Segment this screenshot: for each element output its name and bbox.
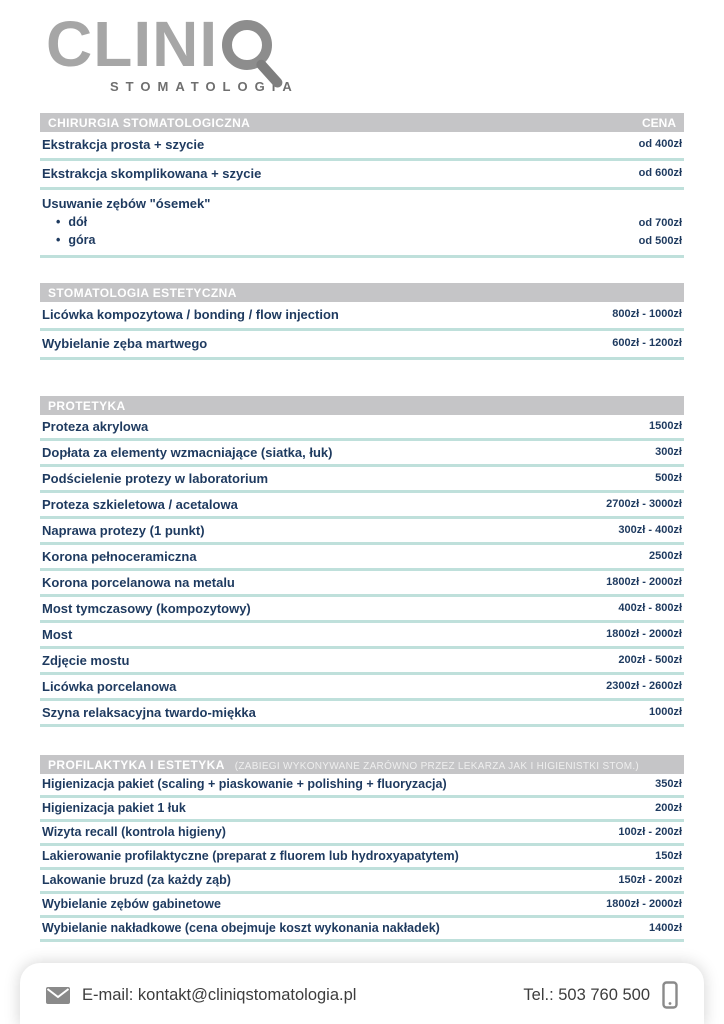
row-label: Usuwanie zębów "ósemek" xyxy=(42,196,211,211)
row-price: 200zł xyxy=(655,802,682,814)
row-price: 150zł xyxy=(655,850,682,862)
row-price: od 400zł xyxy=(638,138,682,150)
table-row xyxy=(40,846,684,870)
phone-contact[interactable] xyxy=(523,981,678,1009)
smartphone-icon xyxy=(662,981,678,1009)
table-row xyxy=(40,441,684,467)
row-price: 150zł - 200zł xyxy=(618,874,682,886)
row-label: Proteza akrylowa xyxy=(42,419,149,434)
table-row xyxy=(40,597,684,623)
table-row xyxy=(40,519,684,545)
row-price: 400zł - 800zł xyxy=(618,602,682,614)
table-row xyxy=(40,774,684,798)
table-row xyxy=(40,467,684,493)
row-label: Naprawa protezy (1 punkt) xyxy=(42,523,205,538)
sub-row xyxy=(42,213,682,231)
sub-row-label: • góra xyxy=(56,233,95,247)
row-price: 300zł - 400zł xyxy=(618,524,682,536)
table-row xyxy=(40,302,684,331)
table-row xyxy=(40,132,684,161)
row-price: 200zł - 500zł xyxy=(618,654,682,666)
row-label: Proteza szkieletowa / acetalowa xyxy=(42,497,238,512)
price-column-header: CENA xyxy=(641,115,676,130)
row-price: 100zł - 200zł xyxy=(618,826,682,838)
sub-row-label: • dół xyxy=(56,215,87,229)
row-label: Zdjęcie mostu xyxy=(42,653,130,668)
row-price: 1400zł xyxy=(648,922,682,934)
row-label: Wybielanie zęba martwego xyxy=(42,336,208,351)
sub-row-price: od 700zł xyxy=(638,216,682,229)
section-title: PROFILAKTYKA I ESTETYKA xyxy=(48,757,225,772)
row-label: Licówka kompozytowa / bonding / flow injection xyxy=(42,307,339,322)
row-label: Szyna relaksacyjna twardo-miękka xyxy=(42,705,256,720)
table-row xyxy=(40,623,684,649)
row-price: 1500zł xyxy=(648,420,682,432)
row-label: Wizyta recall (kontrola higieny) xyxy=(42,825,226,839)
table-row xyxy=(40,649,684,675)
section-title: STOMATOLOGIA ESTETYCZNA xyxy=(48,285,237,300)
section-header xyxy=(40,283,684,302)
row-price: 1000zł xyxy=(648,706,682,718)
sub-row-price: od 500zł xyxy=(638,234,682,247)
row-label: Korona pełnoceramiczna xyxy=(42,549,197,564)
row-price: 1800zł - 2000zł xyxy=(606,628,682,640)
magnifier-q-icon xyxy=(222,20,272,70)
row-label: Higienizacja pakiet 1 łuk xyxy=(42,801,186,815)
footer-contact-bar xyxy=(20,963,704,1024)
logo-text: CLINI xyxy=(46,8,219,80)
section-note: (ZABIEGI WYKONYWANE ZARÓWNO PRZEZ LEKARZA JAK I HIGIENISTKI STOM.) xyxy=(234,760,640,772)
email-contact[interactable] xyxy=(46,986,356,1005)
section-header xyxy=(40,113,684,132)
row-price: 2500zł xyxy=(648,550,682,562)
table-row xyxy=(40,161,684,190)
section-title: PROTETYKA xyxy=(48,398,126,413)
row-label: Ekstrakcja skomplikowana + szycie xyxy=(42,166,262,181)
row-price: 800zł - 1000zł xyxy=(612,308,682,320)
table-row xyxy=(40,870,684,894)
row-label: Dopłata za elementy wzmacniające (siatka, łuk) xyxy=(42,445,333,460)
phone-text[interactable]: Tel.: 503 760 500 xyxy=(523,985,650,1004)
row-label: Licówka porcelanowa xyxy=(42,679,177,694)
table-row xyxy=(40,493,684,519)
row-price: 350zł xyxy=(655,778,682,790)
section-title: CHIRURGIA STOMATOLOGICZNA xyxy=(48,115,251,130)
row-price: od 600zł xyxy=(638,167,682,179)
section-profilaktyka-i-estetyka xyxy=(40,755,684,942)
row-label: Lakowanie bruzd (za każdy ząb) xyxy=(42,873,231,887)
row-price: 600zł - 1200zł xyxy=(612,337,682,349)
table-row xyxy=(40,190,684,258)
row-label: Podścielenie protezy w laboratorium xyxy=(42,471,269,486)
row-price: 2700zł - 3000zł xyxy=(606,498,682,510)
row-price: 500zł xyxy=(655,472,682,484)
table-row xyxy=(40,822,684,846)
table-row xyxy=(40,571,684,597)
sub-row xyxy=(42,231,682,249)
table-row xyxy=(40,798,684,822)
table-row xyxy=(40,918,684,942)
table-row xyxy=(40,894,684,918)
table-row xyxy=(40,545,684,571)
table-row xyxy=(40,675,684,701)
envelope-icon xyxy=(46,987,70,1004)
row-label: Lakierowanie profilaktyczne (preparat z fluorem lub hydroxyapatytem) xyxy=(42,849,459,863)
section-header xyxy=(40,755,684,774)
email-text[interactable]: E-mail: kontakt@cliniqstomatologia.pl xyxy=(82,985,357,1004)
row-price: 300zł xyxy=(655,446,682,458)
row-label: Ekstrakcja prosta + szycie xyxy=(42,137,205,152)
row-price: 1800zł - 2000zł xyxy=(606,576,682,588)
row-label: Korona porcelanowa na metalu xyxy=(42,575,235,590)
section-chirurgia-stomatologiczna xyxy=(40,113,684,258)
section-protetyka xyxy=(40,396,684,727)
section-stomatologia-estetyczna xyxy=(40,283,684,360)
clinic-logo xyxy=(46,8,299,94)
row-label: Wybielanie zębów gabinetowe xyxy=(42,897,221,911)
row-price: 1800zł - 2000zł xyxy=(606,898,682,910)
table-row xyxy=(40,701,684,727)
row-label: Higienizacja pakiet (scaling + piaskowanie + polishing + fluoryzacja) xyxy=(42,777,447,791)
logo-subtitle: STOMATOLOGIA xyxy=(110,79,299,94)
section-header xyxy=(40,396,684,415)
table-row xyxy=(40,415,684,441)
row-label: Most tymczasowy (kompozytowy) xyxy=(42,601,251,616)
row-label: Wybielanie nakładkowe (cena obejmuje koszt wykonania nakładek) xyxy=(42,921,440,935)
table-row xyxy=(40,331,684,360)
row-price: 2300zł - 2600zł xyxy=(606,680,682,692)
row-label: Most xyxy=(42,627,73,642)
